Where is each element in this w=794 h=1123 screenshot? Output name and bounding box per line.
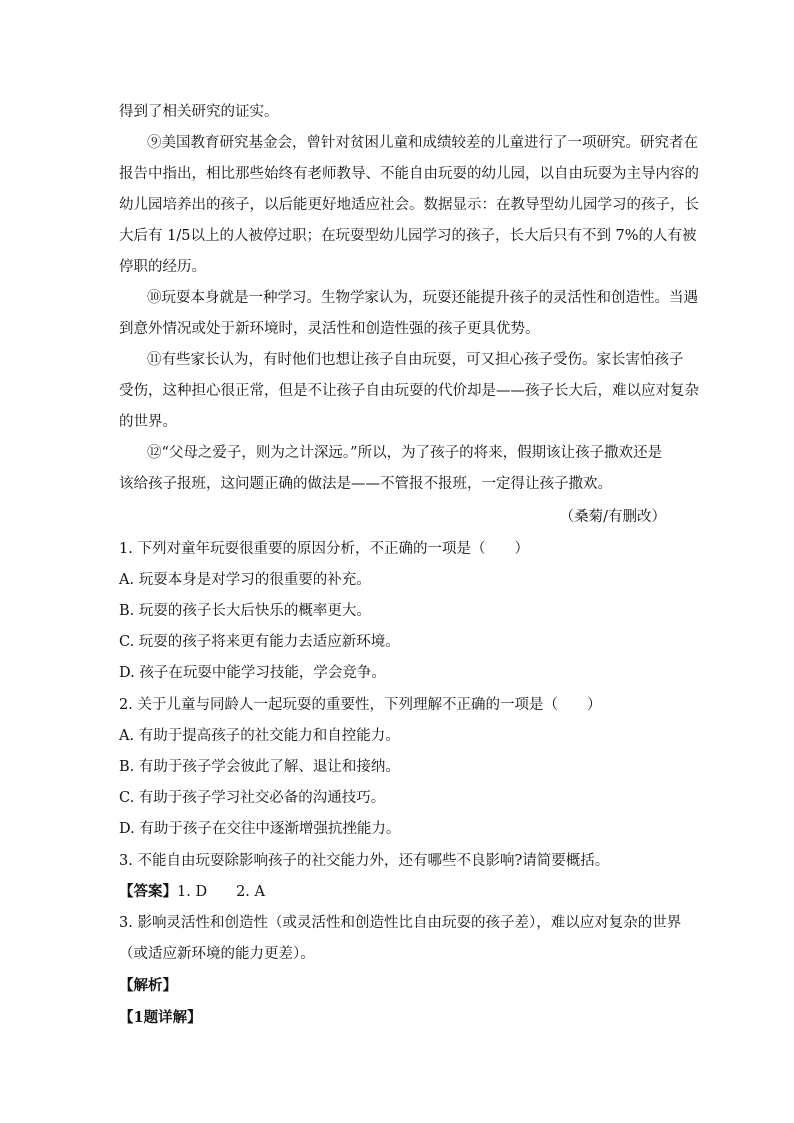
paragraph-9-line-1: ⑨美国教育研究基金会，曾针对贫困儿童和成绩较差的儿童进行了一项研究。研究者在 [147, 135, 698, 151]
question-1-option-b: B. 玩耍的孩子长大后快乐的概率更大。 [119, 603, 371, 619]
source-note: （桑菊/有删改） [559, 509, 666, 525]
question-3: 3. 不能自由玩耍除影响孩子的社交能力外，还有哪些不良影响?请简要概括。 [119, 853, 610, 869]
paragraph-11-line-1: ⑪有些家长认为，有时他们也想让孩子自由玩耍，可又担心孩子受伤。家长害怕孩子 [147, 352, 684, 368]
paragraph-9-line-5: 停职的经历。 [119, 259, 206, 275]
question-2-option-b: B. 有助于孩子学会彼此了解、退让和接纳。 [119, 759, 400, 775]
paragraph-10-line-1: ⑩玩耍本身就是一种学习。生物学家认为，玩耍还能提升孩子的灵活性和创造性。当遇 [147, 290, 698, 306]
analysis-q1-label: 【1题详解】 [119, 1009, 202, 1026]
answer-choices: 1. D 2. A [177, 884, 265, 900]
paragraph-11-line-2: 受伤，这种担心很正常，但是不让孩子自由玩耍的代价却是——孩子长大后，难以应对复杂 [119, 383, 699, 399]
answer-label: 【答案】 [119, 883, 177, 900]
paragraph-10-line-2: 到意外情况或处于新环境时，灵活性和创造性强的孩子更具优势。 [119, 321, 540, 337]
question-1-option-d: D. 孩子在玩耍中能学习技能，学会竞争。 [119, 665, 386, 681]
question-2: 2. 关于儿童与同龄人一起玩耍的重要性，下列理解不正确的一项是（ ） [119, 697, 602, 713]
paragraph-12-line-1: ⑫“父母之爱子，则为之计深远。”所以，为了孩子的将来，假期该让孩子撒欢还是 [147, 445, 663, 461]
analysis-label: 【解析】 [119, 977, 177, 994]
paragraph-11-line-3: 的世界。 [119, 414, 177, 430]
question-1-option-c: C. 玩耍的孩子将来更有能力去适应新环境。 [119, 634, 400, 650]
answer-line-1 [119, 882, 265, 902]
question-2-option-a: A. 有助于提高孩子的社交能力和自控能力。 [119, 728, 400, 744]
question-1-option-a: A. 玩耍本身是对学习的很重要的补充。 [119, 572, 371, 588]
paragraph-9-line-2: 报告中指出，相比那些始终有老师教导、不能自由玩耍的幼儿园，以自由玩耍为主导内容的 [119, 166, 699, 182]
answer-line-2: 3. 影响灵活性和创造性（或灵活性和创造性比自由玩耍的孩子差），难以应对复杂的世界 [119, 915, 682, 931]
question-2-option-c: C. 有助于孩子学习社交必备的沟通技巧。 [119, 790, 386, 806]
question-1: 1. 下列对童年玩耍很重要的原因分析，不正确的一项是（ ） [119, 541, 529, 557]
paragraph-9-line-3: 幼儿园培养出的孩子，以后能更好地适应社会。数据显示：在教导型幼儿园学习的孩子，长 [119, 197, 699, 213]
paragraph-12-line-2: 该给孩子报班，这问题正确的做法是——不管报不报班，一定得让孩子撒欢。 [119, 476, 612, 492]
paragraph-9-line-4: 大后有 1/5以上的人被停过职；在玩耍型幼儿园学习的孩子，长大后只有不到 7%的人有被 [119, 228, 697, 244]
question-2-option-d: D. 有助于孩子在交往中逐渐增强抗挫能力。 [119, 821, 401, 837]
answer-line-3: （或适应新环境的能力更差）。 [119, 946, 315, 962]
paragraph-8-tail: 得到了相关研究的证实。 [119, 104, 279, 120]
